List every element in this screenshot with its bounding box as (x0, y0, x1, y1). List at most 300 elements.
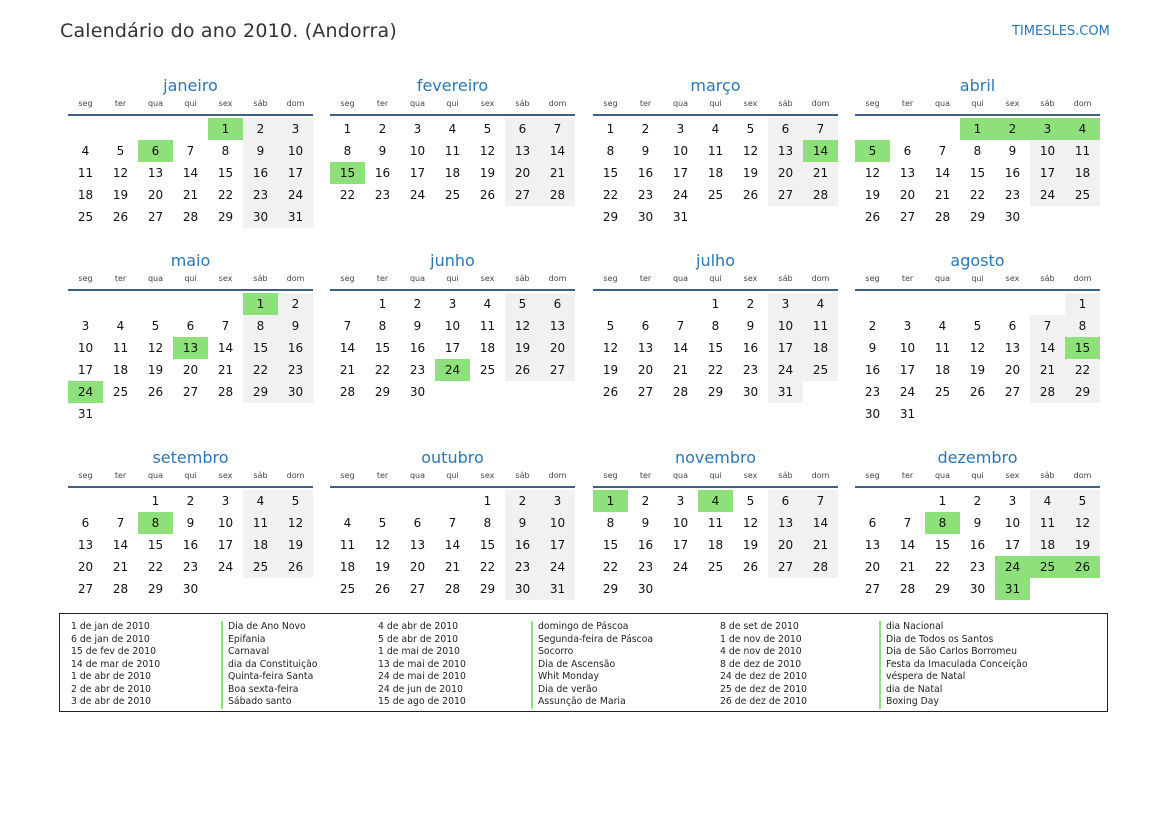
weekday-label: sex (1005, 274, 1020, 283)
weekday-label: qua (409, 99, 426, 108)
day-cell: 5 (151, 319, 160, 333)
day-grid (330, 116, 575, 206)
day-cell: 12 (602, 341, 619, 355)
day-cell: 1 (1065, 293, 1100, 315)
day-cell: 30 (243, 206, 278, 228)
legend-holiday-name: Segunda-feira de Páscoa (531, 634, 653, 647)
day-cell: 3 (903, 319, 912, 333)
day-cell: 20 (409, 560, 426, 574)
day-cell: 27 (147, 210, 164, 224)
day-cell: 14 (934, 166, 951, 180)
day-cell: 2 (186, 494, 195, 508)
day-cell: 10 (899, 341, 916, 355)
holiday-day-cell: 4 (1065, 118, 1100, 140)
weekday-label: sex (743, 99, 758, 108)
weekday-label: sáb (778, 99, 793, 108)
day-cell: 1 (343, 122, 352, 136)
day-cell: 25 (444, 188, 461, 202)
day-cell: 16 (637, 538, 654, 552)
legend-date: 24 de jun de 2010 (378, 683, 463, 695)
day-cell: 16 (637, 166, 654, 180)
day-cell: 10 (77, 341, 94, 355)
weekday-label: ter (376, 471, 389, 480)
day-cell: 7 (221, 319, 230, 333)
month-novembro (593, 446, 838, 600)
day-cell: 20 (505, 162, 540, 184)
day-cell: 20 (147, 188, 164, 202)
weekday-label: ter (376, 99, 389, 108)
day-cell: 4 (803, 293, 838, 315)
legend-date: 15 de fev de 2010 (71, 646, 157, 657)
weekday-label: sex (480, 274, 495, 283)
day-cell: 22 (339, 188, 356, 202)
day-cell: 15 (707, 341, 724, 355)
day-cell: 29 (374, 385, 391, 399)
brand-link[interactable]: TIMESLES.COM (1012, 24, 1110, 39)
legend-holiday-name: Carnaval (221, 646, 317, 659)
day-cell: 13 (409, 538, 426, 552)
empty-cell (435, 490, 470, 512)
legend-date: 1 de nov de 2010 (720, 633, 802, 645)
day-cell: 30 (742, 385, 759, 399)
day-cell: 5 (973, 319, 982, 333)
day-cell: 31 (77, 407, 94, 421)
day-cell: 23 (243, 184, 278, 206)
day-cell: 13 (77, 538, 94, 552)
day-cell: 12 (112, 166, 129, 180)
day-cell: 16 (278, 337, 313, 359)
day-cell: 19 (374, 560, 391, 574)
day-cell: 5 (505, 293, 540, 315)
weekday-label: sex (218, 471, 233, 480)
day-cell: 25 (339, 582, 356, 596)
day-cell: 21 (112, 560, 129, 574)
day-cell: 5 (746, 122, 755, 136)
day-cell: 19 (505, 337, 540, 359)
day-cell: 9 (641, 516, 650, 530)
day-cell: 14 (444, 538, 461, 552)
day-cell: 8 (483, 516, 492, 530)
day-cell: 22 (147, 560, 164, 574)
month-name: dezembro (937, 448, 1018, 467)
day-cell: 24 (409, 188, 426, 202)
weekday-label: sex (743, 274, 758, 283)
day-cell: 19 (742, 166, 759, 180)
day-cell: 16 (409, 341, 426, 355)
day-cell: 24 (672, 560, 689, 574)
empty-cell (173, 293, 208, 315)
month-setembro (68, 446, 313, 600)
weekday-label: seg (78, 471, 93, 480)
day-cell: 21 (182, 188, 199, 202)
month-name: agosto (950, 251, 1005, 270)
legend-holiday-name: Dia de São Carlos Borromeu (879, 646, 1028, 659)
day-cell: 10 (409, 144, 426, 158)
weekday-label: qua (672, 274, 689, 283)
day-cell: 7 (676, 319, 685, 333)
empty-cell (400, 490, 435, 512)
day-cell: 7 (343, 319, 352, 333)
day-cell: 8 (973, 144, 982, 158)
weekday-label: sex (480, 99, 495, 108)
day-cell: 10 (540, 512, 575, 534)
weekday-label: sáb (253, 274, 268, 283)
empty-cell (68, 490, 103, 512)
day-cell: 11 (444, 144, 461, 158)
holiday-day-cell: 8 (138, 512, 173, 534)
weekday-label: sáb (1040, 99, 1055, 108)
day-cell: 6 (868, 516, 877, 530)
holiday-day-cell: 1 (960, 118, 995, 140)
weekday-label: dom (1073, 99, 1092, 108)
weekday-label: qui (184, 274, 197, 283)
day-cell: 26 (742, 188, 759, 202)
day-cell: 19 (147, 363, 164, 377)
day-cell: 18 (243, 534, 278, 556)
empty-cell (103, 118, 138, 140)
day-cell: 17 (444, 341, 461, 355)
day-cell: 26 (479, 188, 496, 202)
month-name: novembro (675, 448, 756, 467)
weekday-header (68, 470, 313, 488)
day-cell: 30 (1004, 210, 1021, 224)
day-cell: 22 (217, 188, 234, 202)
day-cell: 3 (768, 293, 803, 315)
day-cell: 9 (973, 516, 982, 530)
day-cell: 24 (899, 385, 916, 399)
day-cell: 29 (602, 210, 619, 224)
day-cell: 14 (182, 166, 199, 180)
day-cell: 17 (672, 166, 689, 180)
day-cell: 28 (112, 582, 129, 596)
day-cell: 21 (672, 363, 689, 377)
day-cell: 20 (182, 363, 199, 377)
day-cell: 6 (186, 319, 195, 333)
empty-cell (208, 293, 243, 315)
day-cell: 4 (448, 122, 457, 136)
weekday-label: seg (340, 471, 355, 480)
day-cell: 24 (672, 188, 689, 202)
day-cell: 18 (77, 188, 94, 202)
weekday-label: sex (480, 471, 495, 480)
day-cell: 9 (746, 319, 755, 333)
day-cell: 16 (182, 538, 199, 552)
legend-date: 4 de nov de 2010 (720, 646, 802, 657)
day-cell: 19 (742, 538, 759, 552)
day-cell: 21 (444, 560, 461, 574)
weekday-label: sáb (1040, 274, 1055, 283)
legend-dates-column (71, 621, 160, 709)
weekday-label: seg (603, 274, 618, 283)
day-cell: 11 (934, 341, 951, 355)
day-cell: 15 (602, 166, 619, 180)
day-cell: 6 (1008, 319, 1017, 333)
day-cell: 7 (540, 118, 575, 140)
day-cell: 17 (672, 538, 689, 552)
legend-holiday-name: Boxing Day (879, 696, 1028, 709)
day-cell: 30 (182, 582, 199, 596)
day-cell: 28 (1030, 381, 1065, 403)
month-name: setembro (152, 448, 229, 467)
day-cell: 8 (343, 144, 352, 158)
month-agosto (855, 249, 1100, 425)
holiday-day-cell: 8 (925, 512, 960, 534)
legend-holiday-name: Dia de verão (531, 684, 653, 697)
empty-cell (925, 293, 960, 315)
day-cell: 1 (378, 297, 387, 311)
day-cell: 29 (147, 582, 164, 596)
legend-date: 6 de jan de 2010 (71, 633, 150, 645)
day-cell: 15 (602, 538, 619, 552)
day-cell: 7 (448, 516, 457, 530)
day-cell: 26 (742, 560, 759, 574)
weekday-header (68, 273, 313, 291)
day-cell: 29 (934, 582, 951, 596)
legend-holiday-name: Boa sexta-feira (221, 684, 317, 697)
day-cell: 28 (444, 582, 461, 596)
legend-holiday-name: Dia de Ascensão (531, 659, 653, 672)
day-cell: 3 (1008, 494, 1017, 508)
day-cell: 27 (899, 210, 916, 224)
weekday-label: dom (286, 471, 305, 480)
day-cell: 22 (934, 560, 951, 574)
day-cell: 14 (540, 140, 575, 162)
day-cell: 21 (540, 162, 575, 184)
legend-date: 25 de dez de 2010 (720, 683, 808, 695)
empty-cell (925, 118, 960, 140)
weekday-label: ter (114, 471, 127, 480)
day-cell: 27 (768, 556, 803, 578)
legend-holiday-name: véspera de Natal (879, 671, 1028, 684)
day-cell: 6 (81, 516, 90, 530)
day-cell: 12 (969, 341, 986, 355)
day-cell: 1 (151, 494, 160, 508)
legend-date: 26 de dez de 2010 (720, 696, 808, 707)
day-cell: 23 (505, 556, 540, 578)
day-cell: 28 (217, 385, 234, 399)
day-cell: 27 (182, 385, 199, 399)
holiday-legend (59, 613, 1108, 712)
day-cell: 22 (243, 359, 278, 381)
weekday-label: qua (147, 99, 164, 108)
day-cell: 28 (934, 210, 951, 224)
day-cell: 20 (899, 188, 916, 202)
day-grid (68, 291, 313, 425)
legend-holiday-name: Whit Monday (531, 671, 653, 684)
day-cell: 16 (243, 162, 278, 184)
empty-cell (960, 293, 995, 315)
day-cell: 6 (540, 293, 575, 315)
day-cell: 23 (969, 560, 986, 574)
day-cell: 15 (147, 538, 164, 552)
legend-holiday-name: Assunção de Maria (531, 696, 653, 709)
day-cell: 5 (1065, 490, 1100, 512)
day-cell: 12 (479, 144, 496, 158)
weekday-label: qui (709, 471, 722, 480)
weekday-label: dom (548, 471, 567, 480)
day-cell: 29 (602, 582, 619, 596)
weekday-label: qua (409, 274, 426, 283)
day-cell: 6 (413, 516, 422, 530)
day-cell: 4 (938, 319, 947, 333)
weekday-label: dom (811, 99, 830, 108)
day-cell: 8 (606, 144, 615, 158)
day-cell: 10 (278, 140, 313, 162)
day-cell: 27 (637, 385, 654, 399)
day-cell: 13 (864, 538, 881, 552)
day-cell: 2 (641, 494, 650, 508)
weekday-header (593, 98, 838, 116)
weekday-label: ter (639, 471, 652, 480)
day-cell: 29 (217, 210, 234, 224)
weekday-label: qua (147, 471, 164, 480)
day-cell: 24 (278, 184, 313, 206)
day-cell: 11 (479, 319, 496, 333)
weekday-label: ter (114, 99, 127, 108)
day-cell: 5 (606, 319, 615, 333)
weekday-label: qui (971, 471, 984, 480)
weekday-label: dom (811, 274, 830, 283)
weekday-header (68, 98, 313, 116)
weekday-header (593, 470, 838, 488)
day-cell: 27 (77, 582, 94, 596)
legend-holiday-name: Epifania (221, 634, 317, 647)
day-cell: 15 (217, 166, 234, 180)
legend-date: 13 de mai de 2010 (378, 658, 466, 670)
day-grid (330, 291, 575, 403)
day-cell: 28 (803, 556, 838, 578)
day-cell: 4 (1030, 490, 1065, 512)
day-cell: 13 (505, 140, 540, 162)
day-cell: 10 (1004, 516, 1021, 530)
month-março (593, 74, 838, 228)
day-cell: 19 (602, 363, 619, 377)
day-cell: 21 (217, 363, 234, 377)
legend-names-column (221, 621, 317, 709)
legend-date: 2 de abr de 2010 (71, 683, 152, 695)
legend-holiday-name: Quinta-feira Santa (221, 671, 317, 684)
day-cell: 7 (803, 118, 838, 140)
legend-holiday-name: dia Nacional (879, 621, 1028, 634)
weekday-label: qui (709, 99, 722, 108)
day-cell: 7 (116, 516, 125, 530)
day-cell: 18 (339, 560, 356, 574)
day-cell: 27 (864, 582, 881, 596)
empty-cell (1030, 293, 1065, 315)
day-cell: 18 (112, 363, 129, 377)
day-cell: 8 (711, 319, 720, 333)
day-cell: 9 (278, 315, 313, 337)
holiday-day-cell: 1 (243, 293, 278, 315)
day-cell: 27 (1004, 385, 1021, 399)
weekday-label: qui (184, 99, 197, 108)
day-cell: 27 (768, 184, 803, 206)
day-cell: 31 (768, 381, 803, 403)
day-cell: 26 (374, 582, 391, 596)
day-cell: 27 (409, 582, 426, 596)
legend-holiday-name: Dia de Ano Novo (221, 621, 317, 634)
month-name: maio (170, 251, 211, 270)
day-cell: 7 (1030, 315, 1065, 337)
day-cell: 18 (934, 363, 951, 377)
day-cell: 8 (243, 315, 278, 337)
day-cell: 29 (479, 582, 496, 596)
day-cell: 3 (676, 494, 685, 508)
day-cell: 2 (868, 319, 877, 333)
day-cell: 26 (112, 210, 129, 224)
day-cell: 9 (1008, 144, 1017, 158)
holiday-day-cell: 15 (1065, 337, 1100, 359)
day-cell: 16 (742, 341, 759, 355)
day-cell: 5 (278, 490, 313, 512)
month-name: abril (959, 76, 996, 95)
weekday-label: dom (1073, 274, 1092, 283)
holiday-day-cell: 4 (698, 490, 733, 512)
weekday-label: seg (865, 274, 880, 283)
day-cell: 26 (147, 385, 164, 399)
day-cell: 20 (637, 363, 654, 377)
day-cell: 4 (483, 297, 492, 311)
empty-cell (890, 293, 925, 315)
day-cell: 16 (969, 538, 986, 552)
day-cell: 23 (864, 385, 881, 399)
holiday-day-cell: 1 (593, 490, 628, 512)
day-cell: 10 (672, 516, 689, 530)
day-cell: 20 (768, 162, 803, 184)
weekday-header (330, 98, 575, 116)
weekday-label: qui (971, 99, 984, 108)
day-cell: 27 (540, 359, 575, 381)
day-cell: 23 (637, 560, 654, 574)
weekday-label: seg (78, 274, 93, 283)
legend-dates-column (720, 621, 807, 709)
day-cell: 17 (1004, 538, 1021, 552)
day-cell: 26 (602, 385, 619, 399)
day-cell: 2 (378, 122, 387, 136)
empty-cell (103, 490, 138, 512)
day-cell: 22 (602, 560, 619, 574)
day-cell: 7 (803, 490, 838, 512)
weekday-label: seg (78, 99, 93, 108)
day-cell: 10 (217, 516, 234, 530)
empty-cell (593, 293, 628, 315)
day-cell: 22 (374, 363, 391, 377)
day-cell: 30 (637, 210, 654, 224)
day-cell: 8 (378, 319, 387, 333)
day-cell: 19 (864, 188, 881, 202)
day-cell: 2 (973, 494, 982, 508)
day-cell: 15 (479, 538, 496, 552)
weekday-label: qua (934, 99, 951, 108)
day-cell: 20 (77, 560, 94, 574)
day-cell: 7 (186, 144, 195, 158)
day-cell: 17 (540, 534, 575, 556)
day-cell: 25 (803, 359, 838, 381)
day-cell: 1 (938, 494, 947, 508)
day-cell: 17 (77, 363, 94, 377)
day-cell: 18 (1030, 534, 1065, 556)
holiday-day-cell: 2 (995, 118, 1030, 140)
day-cell: 5 (378, 516, 387, 530)
day-cell: 24 (768, 359, 803, 381)
legend-date: 8 de dez de 2010 (720, 658, 802, 670)
day-cell: 13 (768, 140, 803, 162)
day-cell: 23 (1004, 188, 1021, 202)
day-cell: 11 (707, 516, 724, 530)
day-cell: 20 (1004, 363, 1021, 377)
day-cell: 9 (413, 319, 422, 333)
day-cell: 3 (676, 122, 685, 136)
